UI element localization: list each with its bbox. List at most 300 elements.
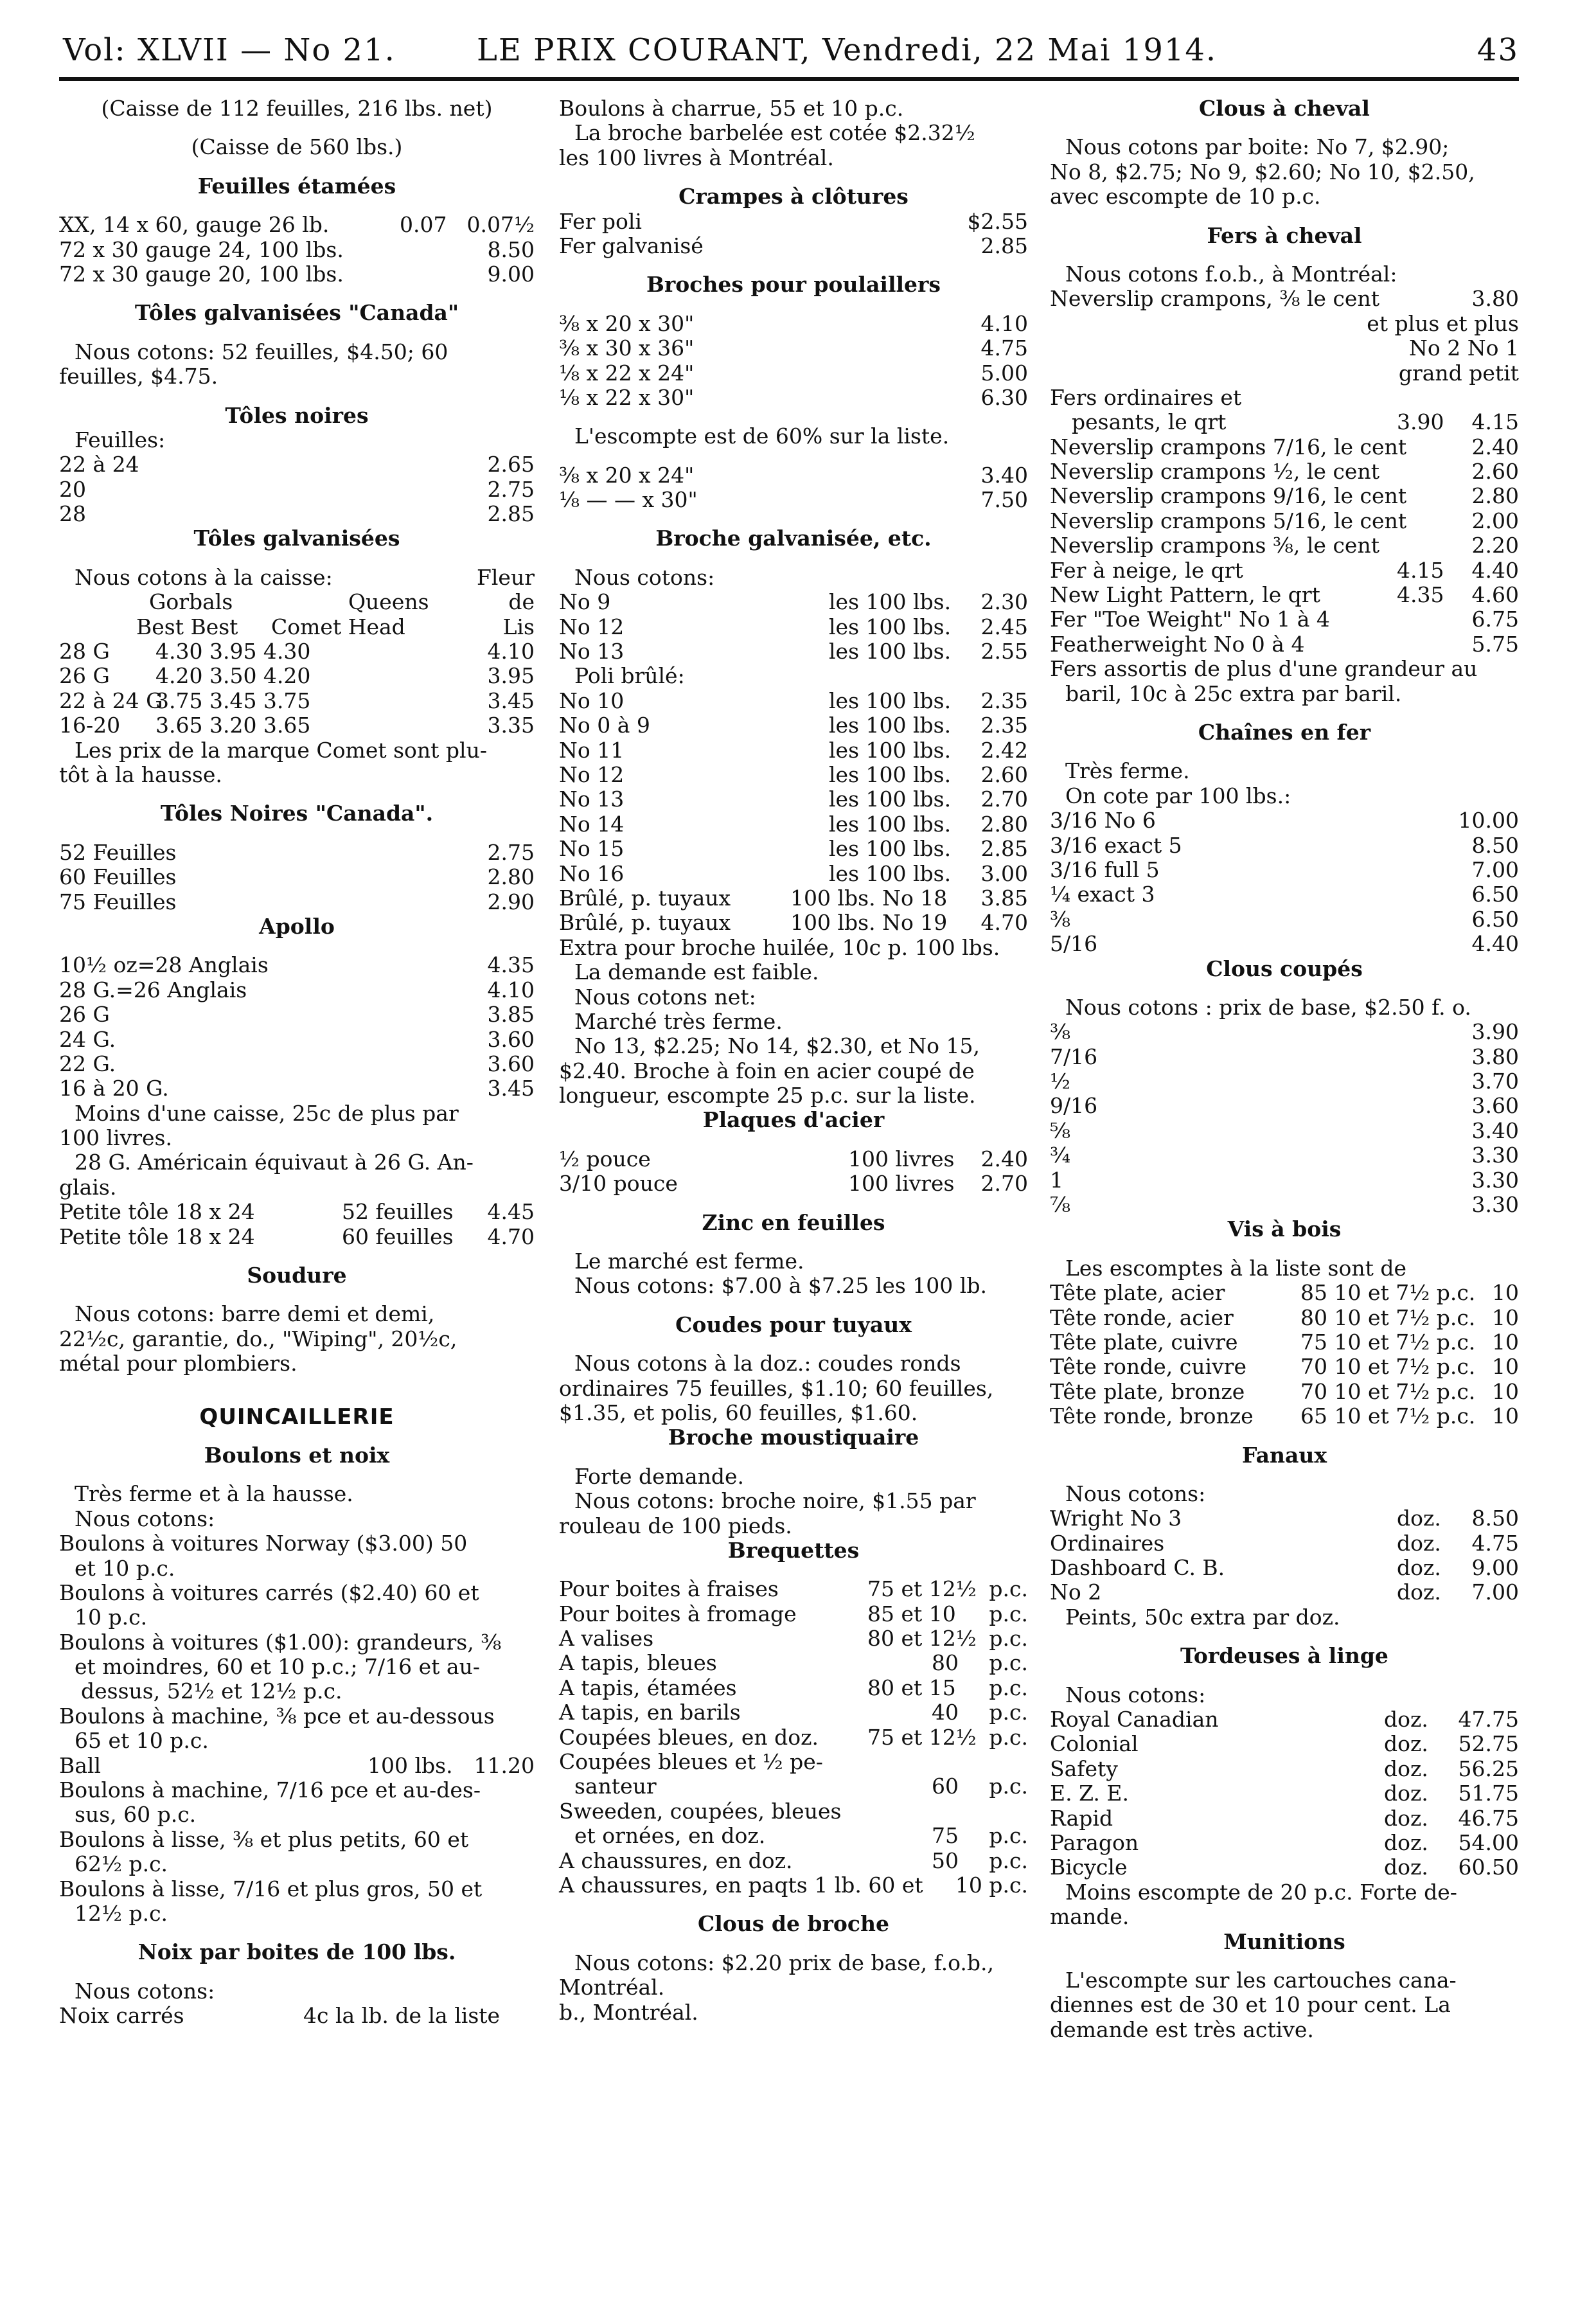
price-value: 3.00 (980, 860, 1028, 886)
heading-text: Crampes à clôtures (678, 184, 909, 209)
price-value: 4.10 (980, 310, 1028, 336)
spacer (1050, 706, 1519, 720)
heading-text: Broche galvanisée, etc. (655, 526, 932, 551)
line-middle-value: doz. (1384, 1707, 1428, 1732)
text-line (559, 936, 1028, 960)
text-line (1050, 312, 1519, 336)
spacer (1050, 981, 1519, 995)
spacer (59, 1926, 535, 1940)
text-line (59, 890, 535, 914)
text-line (559, 209, 1028, 234)
text-line (559, 96, 1028, 121)
text-line (559, 488, 1028, 512)
text-line (59, 1778, 535, 1802)
line-text: 26 G (59, 663, 110, 689)
price-value: 46.75 (1458, 1805, 1519, 1831)
spacer (59, 1429, 535, 1443)
heading-text: Soudure (247, 1263, 347, 1288)
text-line (559, 565, 1028, 590)
line-text: Nous cotons f.o.b., à Montréal: (1065, 261, 1397, 287)
text-line (559, 2000, 1028, 2025)
heading-text: Apollo (259, 913, 335, 939)
text-line (59, 1828, 535, 1852)
price-value: 2.65 (487, 452, 535, 477)
text-line (59, 1101, 535, 1126)
price-value: 3.85 (487, 1002, 535, 1028)
line-middle-value: 80 et 15 (867, 1675, 956, 1700)
price-value: 10 (1492, 1304, 1519, 1330)
line-text: XX, 14 x 60, gauge 26 lb. (59, 212, 330, 238)
line-text: Nous cotons: (75, 1978, 215, 2004)
text-line (559, 1676, 1028, 1700)
spacer (559, 170, 1028, 184)
text-line (559, 1489, 1028, 1513)
price-value: Fleur (476, 564, 535, 590)
text-line (59, 428, 535, 452)
line-text: Tête ronde, cuivre (1050, 1354, 1246, 1380)
price-value: 4.40 (1471, 931, 1519, 957)
line-text: Neverslip crampons 7/16, le cent (1050, 434, 1407, 459)
line-middle-value: les 100 lbs. (829, 811, 952, 837)
spacer (559, 410, 1028, 424)
line-text: Wright No 3 (1050, 1506, 1182, 1531)
heading-text: Tôles galvanisées "Canada" (134, 300, 459, 326)
price-value: 2.70 (980, 787, 1028, 812)
line-text: Featherweight No 0 à 4 (1050, 631, 1305, 657)
heading-text: Broches pour poulaillers (646, 272, 941, 298)
price-value: 2.80 (980, 811, 1028, 837)
price-value: 2.45 (980, 614, 1028, 639)
text-line (59, 1126, 535, 1150)
price-value: $2.55 (967, 208, 1028, 234)
line-text: ⅛ x 22 x 24" (559, 360, 695, 386)
text-line (1050, 858, 1519, 882)
line-middle-value: 85 et 10 (867, 1601, 956, 1626)
column-1 (59, 96, 535, 2029)
price-value: 2.80 (1471, 483, 1519, 509)
spacer (559, 1235, 1028, 1249)
text-line (59, 1225, 535, 1249)
text-line (1050, 1143, 1519, 1168)
line-text: No 10 (559, 688, 625, 713)
line-text: rouleau de 100 pieds. (559, 1513, 792, 1538)
text-line (1050, 1831, 1519, 1855)
line-text: ⅛ x 22 x 30" (559, 384, 695, 410)
text-line (1050, 336, 1519, 360)
line-text: Nous cotons: barre demi et demi, (75, 1301, 435, 1327)
price-value: 4.35 (487, 952, 535, 978)
spacer (559, 551, 1028, 565)
text-line (59, 262, 535, 287)
text-line (559, 1401, 1028, 1425)
text-line (1050, 435, 1519, 459)
text-line (59, 1351, 535, 1376)
line-middle-value: les 100 lbs. (829, 713, 952, 738)
section-heading (59, 1940, 535, 1964)
price-value: 2.35 (980, 713, 1028, 738)
heading-text: Broche moustiquaire (668, 1425, 919, 1450)
spacer (1050, 745, 1519, 759)
spacer (559, 1299, 1028, 1313)
text-line (559, 664, 1028, 688)
page-number: 43 (1476, 32, 1519, 68)
line-text: Nous cotons: (75, 1506, 215, 1531)
line-middle-value: 65 10 et 7½ p.c. (1300, 1403, 1476, 1429)
line-text: No 13 (559, 639, 625, 664)
line-text: Neverslip crampons 9/16, le cent (1050, 483, 1407, 509)
price-value: 6.30 (980, 384, 1028, 410)
spacer (59, 826, 535, 841)
text-line (59, 1704, 535, 1729)
line-text: Les escomptes à la liste sont de (1065, 1255, 1406, 1281)
section-heading (559, 1313, 1028, 1337)
line-middle-value: doz. (1397, 1580, 1441, 1605)
line-middle-value: 75 10 et 7½ p.c. (1300, 1329, 1476, 1355)
text-line (559, 689, 1028, 713)
line-text: 1 (1050, 1167, 1063, 1193)
text-line (559, 1774, 1028, 1799)
text-line (1050, 386, 1519, 410)
line-text: No 0 à 9 (559, 713, 650, 738)
line-middle-value: 0.07 (400, 212, 447, 238)
text-line (559, 1725, 1028, 1750)
line-middle-value: 3.90 (1397, 409, 1444, 435)
text-line (59, 1150, 535, 1175)
spacer (59, 326, 535, 340)
text-line (1050, 558, 1519, 583)
line-text: New Light Pattern, le qrt (1050, 582, 1320, 608)
volume-number: Vol: XLVII — No 21. (63, 32, 396, 68)
text-line (59, 1175, 535, 1200)
line-text: 3/16 full 5 (1050, 857, 1160, 882)
text-line (59, 1302, 535, 1326)
price-value: 2.55 (980, 639, 1028, 664)
line-text: Pour boites à fraises (559, 1576, 779, 1602)
spacer (1050, 248, 1519, 262)
price-value: 5.00 (980, 360, 1028, 386)
heading-text: Boulons et noix (204, 1442, 390, 1468)
line-text: Ball (59, 1752, 102, 1778)
line-middle-value: doz. (1384, 1781, 1428, 1806)
price-value: 2.30 (980, 589, 1028, 615)
line-text: E. Z. E. (1050, 1781, 1129, 1806)
price-value: 4.15 (1471, 409, 1519, 435)
price-value: 2.70 (980, 1171, 1028, 1197)
line-middle-value: 80 (932, 1650, 959, 1676)
line-text: Petite tôle 18 x 24 (59, 1199, 255, 1225)
line-text: On cote par 100 lbs.: (1065, 783, 1291, 808)
price-value: 47.75 (1458, 1707, 1519, 1732)
text-line (59, 1877, 535, 1901)
text-line (1050, 583, 1519, 607)
text-line (559, 886, 1028, 911)
line-text: ¾ (1050, 1143, 1070, 1168)
line-middle-value: 85 10 et 7½ p.c. (1300, 1280, 1476, 1306)
line-text: Brûlé, p. tuyaux (559, 910, 731, 936)
line-middle-value: les 100 lbs. (829, 737, 952, 763)
text-line (559, 787, 1028, 812)
line-text: Le marché est ferme. (574, 1249, 804, 1274)
line-text: Nous cotons: broche noire, $1.55 par (574, 1488, 976, 1514)
line-text: Sweeden, coupées, bleues (559, 1798, 842, 1824)
line-text: 10½ oz=28 Anglais (59, 952, 269, 978)
price-value: 2.00 (1471, 508, 1519, 533)
heading-text: Plaques d'acier (702, 1107, 885, 1133)
text-line (559, 424, 1028, 449)
text-line (1050, 1482, 1519, 1506)
price-value: de (508, 589, 535, 615)
section-heading (59, 801, 535, 826)
line-text: A valises (559, 1626, 654, 1651)
price-value: p.c. (989, 1576, 1028, 1602)
text-line (59, 2004, 535, 2028)
text-line (559, 1975, 1028, 2000)
price-value: 4.75 (1471, 1530, 1519, 1556)
text-line (59, 1679, 535, 1704)
spacer (59, 939, 535, 953)
line-text: Nous cotons: $7.00 à $7.25 les 100 lb. (574, 1273, 987, 1299)
text-line (559, 146, 1028, 170)
price-value: 4.10 (487, 639, 535, 664)
line-text: avec escompte de 10 p.c. (1050, 184, 1321, 209)
line-text: L'escompte est de 60% sur la liste. (574, 423, 950, 449)
text-line (1050, 484, 1519, 508)
text-line (1050, 607, 1519, 632)
line-text: La demande est faible. (574, 959, 819, 985)
line-text: 12½ p.c. (75, 1901, 168, 1926)
text-line (59, 452, 535, 477)
price-value: 2.60 (980, 761, 1028, 787)
line-text: Fers assortis de plus d'une grandeur au (1050, 656, 1478, 682)
line-text: et moindres, 60 et 10 p.c.; 7/16 et au- (75, 1654, 480, 1680)
line-text: 60 Feuilles (59, 864, 177, 890)
price-value: 51.75 (1458, 1781, 1519, 1806)
price-value: 3.40 (980, 462, 1028, 488)
line-text: ½ (1050, 1069, 1070, 1094)
text-line (1050, 1880, 1519, 1905)
price-value: 7.00 (1471, 857, 1519, 882)
line-text: No 11 (559, 737, 625, 763)
line-text: 72 x 30 gauge 24, 100 lbs. (59, 236, 344, 262)
line-text: 24 G. (59, 1026, 116, 1052)
text-line (1050, 1330, 1519, 1355)
section-heading (559, 1211, 1028, 1235)
price-value: 8.50 (1471, 832, 1519, 858)
price-value: 3.95 (487, 663, 535, 689)
text-line (1050, 2018, 1519, 2042)
text-line (559, 1010, 1028, 1034)
price-value: 3.85 (980, 885, 1028, 911)
line-text: Boulons à voitures ($1.00): grandeurs, ⅜ (59, 1629, 502, 1655)
text-line (59, 1852, 535, 1876)
spacer (1050, 1630, 1519, 1644)
line-middle-value: doz. (1397, 1530, 1441, 1556)
text-line (559, 1873, 1028, 1898)
line-text: 65 et 10 p.c. (75, 1728, 209, 1754)
spacer (559, 1898, 1028, 1912)
line-text: Nous cotons à la doz.: coudes ronds (574, 1351, 961, 1376)
line-middle-value: doz. (1384, 1805, 1428, 1831)
section-heading (59, 914, 535, 939)
line-middle-value: doz. (1384, 1830, 1428, 1855)
spacer (559, 258, 1028, 272)
price-value: 0.07½ (466, 212, 535, 238)
text-line (559, 361, 1028, 386)
line-text: Nous cotons par boite: No 7, $2.90; (1065, 134, 1450, 160)
line-text: Nous cotons à la caisse: (75, 564, 333, 590)
line-text: L'escompte sur les cartouches cana- (1065, 1967, 1457, 1993)
line-middle-value: Comet Head (271, 614, 405, 639)
spacer (59, 121, 535, 135)
line-text: A tapis, étamées (559, 1675, 737, 1700)
text-line (559, 1351, 1028, 1376)
running-header (59, 26, 1519, 81)
line-text: Fer galvanisé (559, 233, 704, 258)
text-line (1050, 1306, 1519, 1330)
line-text: No 15 (559, 836, 625, 862)
text-line (1050, 1281, 1519, 1305)
spacer (59, 199, 535, 213)
section-heading (559, 1912, 1028, 1936)
spacer (59, 287, 535, 301)
price-value: 54.00 (1458, 1830, 1519, 1855)
line-middle-value: les 100 lbs. (829, 836, 952, 862)
line-text: Fer "Toe Weight" No 1 à 4 (1050, 607, 1330, 632)
text-line (559, 336, 1028, 360)
line-middle-value: 4.15 (1397, 557, 1444, 583)
text-line (59, 1327, 535, 1351)
heading-text: Brequettes (727, 1537, 860, 1563)
line-text: $1.35, et polis, 60 feuilles, $1.60. (559, 1400, 918, 1425)
line-text: Nous cotons : prix de base, $2.50 f. o. (1065, 994, 1471, 1020)
spacer (1050, 121, 1519, 135)
text-line (559, 1824, 1028, 1848)
section-heading (559, 184, 1028, 209)
heading-text: Feuilles étamées (197, 173, 396, 199)
line-text: glais. (59, 1174, 117, 1200)
spacer (559, 449, 1028, 463)
line-middle-value: 75 (932, 1823, 959, 1849)
line-middle-value: les 100 lbs. (829, 639, 952, 664)
price-value: et plus et plus (1367, 310, 1519, 336)
line-text: Fer à neige, le qrt (1050, 557, 1243, 583)
line-middle-value: 60 feuilles (342, 1224, 454, 1249)
price-value: p.c. (989, 1675, 1028, 1700)
journal-title: LE PRIX COURANT, Vendredi, 22 Mai 1914. (477, 32, 1218, 68)
price-value: 10 (1492, 1354, 1519, 1380)
text-line (59, 1052, 535, 1076)
section-heading (1050, 1217, 1519, 1241)
text-line (559, 1849, 1028, 1873)
text-line (559, 985, 1028, 1010)
line-text: Montréal. (559, 1975, 665, 2000)
price-value: 3.60 (487, 1026, 535, 1052)
text-line (1050, 1968, 1519, 1993)
text-line (1050, 1355, 1519, 1379)
text-line (1050, 1168, 1519, 1193)
line-text: 72 x 30 gauge 20, 100 lbs. (59, 261, 344, 287)
price-value: p.c. (989, 1650, 1028, 1676)
line-text: Tête plate, acier (1050, 1280, 1225, 1306)
text-line (559, 1951, 1028, 1975)
line-text: Petite tôle 18 x 24 (59, 1224, 255, 1249)
price-value: grand petit (1398, 360, 1519, 386)
line-text: Pour boites à fromage (559, 1601, 797, 1626)
text-line (1050, 1069, 1519, 1094)
text-line (1050, 882, 1519, 907)
line-middle-value: 80 10 et 7½ p.c. (1300, 1304, 1476, 1330)
line-text: Moins escompte de 20 p.c. Forte de- (1065, 1879, 1457, 1905)
line-text: Nous cotons: (1065, 1481, 1206, 1506)
line-text: demande est très active. (1050, 2016, 1314, 2042)
price-value: 10 p.c. (955, 1873, 1028, 1898)
line-text: Nous cotons: (1065, 1682, 1206, 1707)
line-text: A chaussures, en doz. (559, 1847, 793, 1873)
price-value: 3.30 (1471, 1192, 1519, 1218)
text-line (59, 1605, 535, 1630)
heading-text: Clous à cheval (1199, 96, 1370, 121)
line-text: No 14 (559, 811, 625, 837)
heading-text: Chaînes en fer (1198, 719, 1371, 745)
line-text: 9/16 (1050, 1093, 1098, 1119)
section-heading (1050, 224, 1519, 248)
line-text: No 9 (559, 589, 611, 615)
text-line (1050, 1905, 1519, 1929)
price-value: 3.60 (1471, 1093, 1519, 1119)
text-line (59, 639, 535, 664)
line-text: ⅜ x 30 x 36" (559, 335, 695, 361)
line-text: 22 à 24 G (59, 688, 163, 713)
spacer (1050, 1468, 1519, 1482)
text-line (59, 1200, 535, 1224)
text-line (1050, 1020, 1519, 1044)
text-line (1050, 1683, 1519, 1707)
price-value: 3.45 (487, 688, 535, 713)
text-line (59, 953, 535, 977)
text-line (559, 1700, 1028, 1725)
text-line (59, 477, 535, 502)
line-text: et 10 p.c. (75, 1555, 175, 1581)
line-middle-value: les 100 lbs. (829, 761, 952, 787)
price-value: 7.00 (1471, 1580, 1519, 1605)
text-line (559, 1464, 1028, 1489)
section-heading (1050, 96, 1519, 121)
text-line (1050, 459, 1519, 484)
line-middle-value: 80 et 12½ (867, 1626, 977, 1651)
line-text: (Caisse de 560 lbs.) (191, 134, 403, 160)
price-value: 56.25 (1458, 1756, 1519, 1781)
spacer (59, 1376, 535, 1391)
line-text: 3/10 pouce (559, 1171, 678, 1197)
line-text: Bicycle (1050, 1855, 1128, 1880)
line-text: 75 Feuilles (59, 889, 177, 914)
text-line (59, 565, 535, 590)
text-line (1050, 1256, 1519, 1281)
line-text: A tapis, bleues (559, 1650, 717, 1676)
text-line (1050, 932, 1519, 956)
line-text: Moins d'une caisse, 25c de plus par (75, 1100, 459, 1126)
section-heading (559, 526, 1028, 551)
text-line (1050, 808, 1519, 833)
text-line (559, 615, 1028, 639)
price-value: 2.85 (487, 501, 535, 527)
line-text: Marché très ferme. (574, 1008, 783, 1034)
line-middle-value: 3.75 3.45 3.75 (155, 688, 311, 713)
price-value: 2.75 (487, 839, 535, 865)
line-text: et ornées, en doz. (574, 1823, 766, 1849)
price-value: 10 (1492, 1329, 1519, 1355)
spacer (559, 1563, 1028, 1577)
